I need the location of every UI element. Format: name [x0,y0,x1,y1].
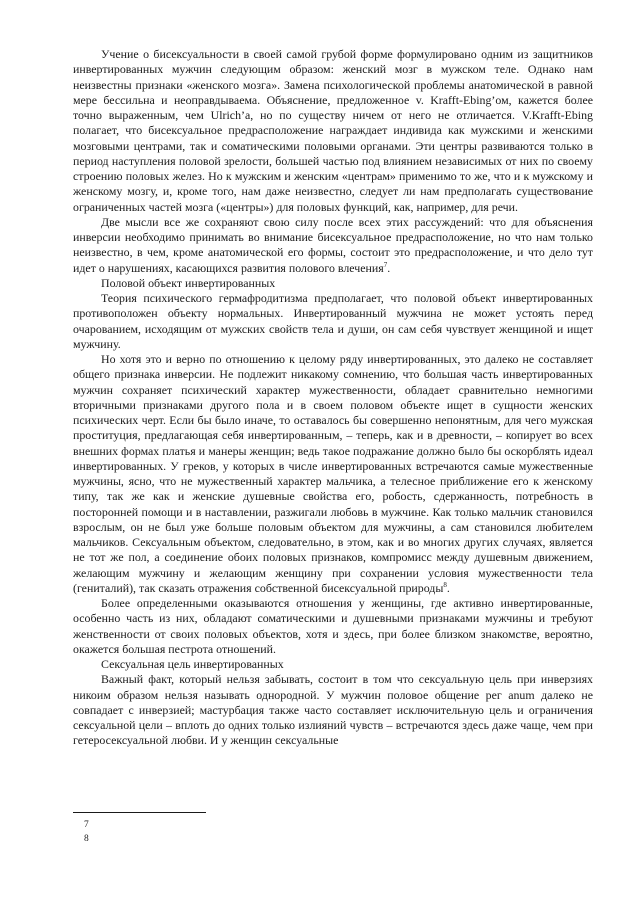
body-text [73,47,593,749]
paragraph-masculinity [73,352,593,596]
paragraph-end: . [446,580,450,595]
footnote-ref-7[interactable]: 7 [383,260,388,269]
paragraph-end: . [387,260,391,275]
footnote-8: 8 [84,834,89,844]
paragraph-psychic-hermaphroditism: Теория психического гермафродитизма предполагает, что половой объект инвертированных противоположен объекту нормальных. Инвертированный мужчина не может устоять перед очарованием, исходящим от мужских свойств тела и души, он сам себя чувствует женщиной и ищет мужчину. [73,291,593,351]
paragraph-sexual-aim: Важный факт, который нельзя забывать, состоит в том что сексуальную цель при инверзиях никоим образом нельзя называть однородной. У мужчин половое общение рег anum далеко не совпадает с инверзией; мастурбация также часто составляет исключительную цель и ограничения сексуальной цели – вплоть до одних только излияний чувств – встречаются здесь даже чаще, чем при гетеросексуальной любви. И у женщин сексуальные [73,672,593,748]
paragraph-text: Две мысли все же сохраняют свою силу после всех этих рассуждений: что для объяснения инверсии необходимо принимать во внимание бисексуальное предрасположение, но что нам только неизвестно, в чем, кроме анатомической его формы, состоит это предрасположение, и что дело тут идет о нарушениях, касающихся развития полового влечения [73,214,593,275]
footnotes [84,818,89,846]
paragraph-text: Но хотя это и верно по отношению к целому ряду инвертированных, это далеко не составляет общего признака инверсии. Не подлежит никакому сомнению, что большая часть инвертированных мужчин сохраняет психический характер мужественности, обладает сравнительно немногими вторичными признаками другого пола и в своем половом объекте ищет в сущности женских психических черт. Если бы было иначе, то оставалось бы совершенно непонятным, для чего мужская проституция, предлагающая себя инвертированным, – теперь, как и в древности, – копирует во всех внешних формах платья и манеры женщин; ведь такое подражание должно было бы оскорблять идеал инвертированных. У греков, у которых в числе инвертированных встречаются самые мужественные мужчины, ясно, что не мужественный характер мальчика, а телесное приближение его к женскому типу, так же как и женские душевные свойства его, робость, сдержанность, потребность в посторонней помощи и в наставлении, разжигали любовь в мужчине. Как только мальчик становился взрослым, он не был уже больше половым объектом для мужчины, а сам становился любителем мальчиков. Сексуальным объектом, следовательно, в этом, как и во многих других случаях, является не тот же пол, а соединение обоих половых признаков, компромисс между душевным движением, желающим мужчину и желающим женщину при сохранении условия мужественности тела (гениталий), так сказать отражения собственной бисексуальной природы [73,352,593,595]
footnote-7: 7 [84,820,89,830]
paragraph-bisexuality-theory: Учение о бисексуальности в своей самой грубой форме формулировано одним из защитников инвертированных мужчин следующим образом: женский мозг в мужском теле. Однако нам неизвестны признаки «женского мозга». Замена психологической проблемы анатомической в равной мере бессильна и неоправдываема. Объяснение, предложенное v. Krafft-Ebing’ом, кажется более точно выраженным, чем Ulrich’a, но по существу ничем от него не отличается. V.Krafft-Ebing полагает, что бисексуальное предрасположение награждает индивида как мужскими и женскими мозговыми центрами, так и соматическими половыми органами. Эти центры развиваются только в период наступления половой зрелости, большей частью под влиянием независимых от них по своему строению половых желез. Но к мужским и женским «центрам» применимо то же, что и к мужскому и женскому мозгу, и, кроме того, нам даже неизвестно, следует ли нам предполагать существование ограниченных частей мозга («центры») для половых функций, как, например, для речи. [73,47,593,214]
paragraph-women: Более определенными оказываются отношения у женщины, где активно инвертированные, особенно часть из них, обладают соматическими и душевными признаками мужчины и требуют женственности от своих половых объектов, хотя и здесь, при более близком знакомстве, вероятно, окажется большая пестрота отношений. [73,596,593,656]
footnote-separator [73,812,206,813]
footnote-ref-8[interactable]: 8 [443,580,447,589]
section-heading-sexual-aim: Сексуальная цель инвертированных [101,657,284,671]
section-heading-sexual-object: Половой объект инвертированных [101,275,276,290]
paragraph-two-thoughts [73,215,593,276]
